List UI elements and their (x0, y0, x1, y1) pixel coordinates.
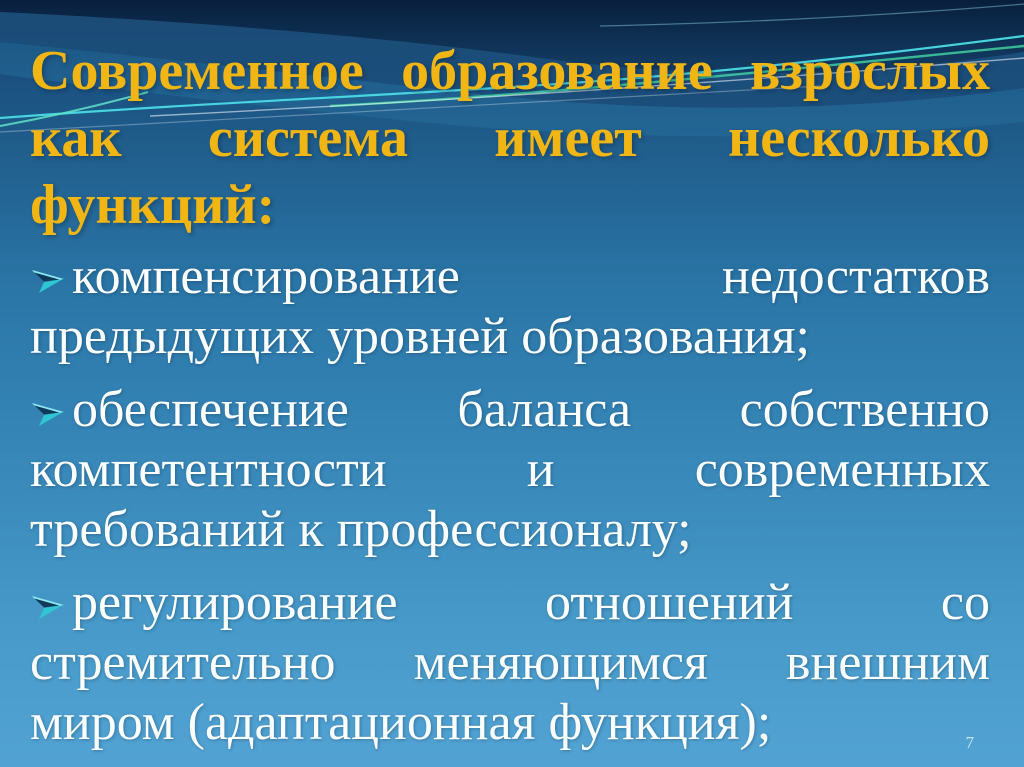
bullet-line: компетентности и современных (30, 441, 990, 498)
bullet-text: компенсирование недостатков (72, 248, 990, 305)
bullet-line: миром (адаптационная функция); (30, 694, 772, 751)
title-line: как система имеет несколько (30, 107, 990, 169)
page-number: 7 (965, 733, 974, 752)
bullet-item (30, 380, 990, 560)
bullet-line (30, 247, 990, 307)
bullet-line (30, 380, 990, 440)
title-line: функций: (30, 174, 276, 236)
arrow-bullet-icon (30, 382, 66, 414)
bullet-list (30, 247, 990, 753)
bullet-line: требований к профессионалу; (30, 501, 692, 558)
bullet-line (30, 573, 990, 633)
arrow-bullet-icon (30, 249, 66, 281)
bullet-item (30, 573, 990, 753)
bullet-line: стремительно меняющимся внешним (30, 634, 990, 691)
slide-title (30, 38, 990, 239)
title-line: Современное образование взрослых (30, 40, 990, 102)
bullet-text: обеспечение баланса собственно (72, 381, 990, 438)
bullet-text: регулирование отношений со (72, 574, 990, 631)
arrow-bullet-icon (30, 575, 66, 607)
bullet-item (30, 247, 990, 367)
bullet-line: предыдущих уровней образования; (30, 308, 810, 365)
